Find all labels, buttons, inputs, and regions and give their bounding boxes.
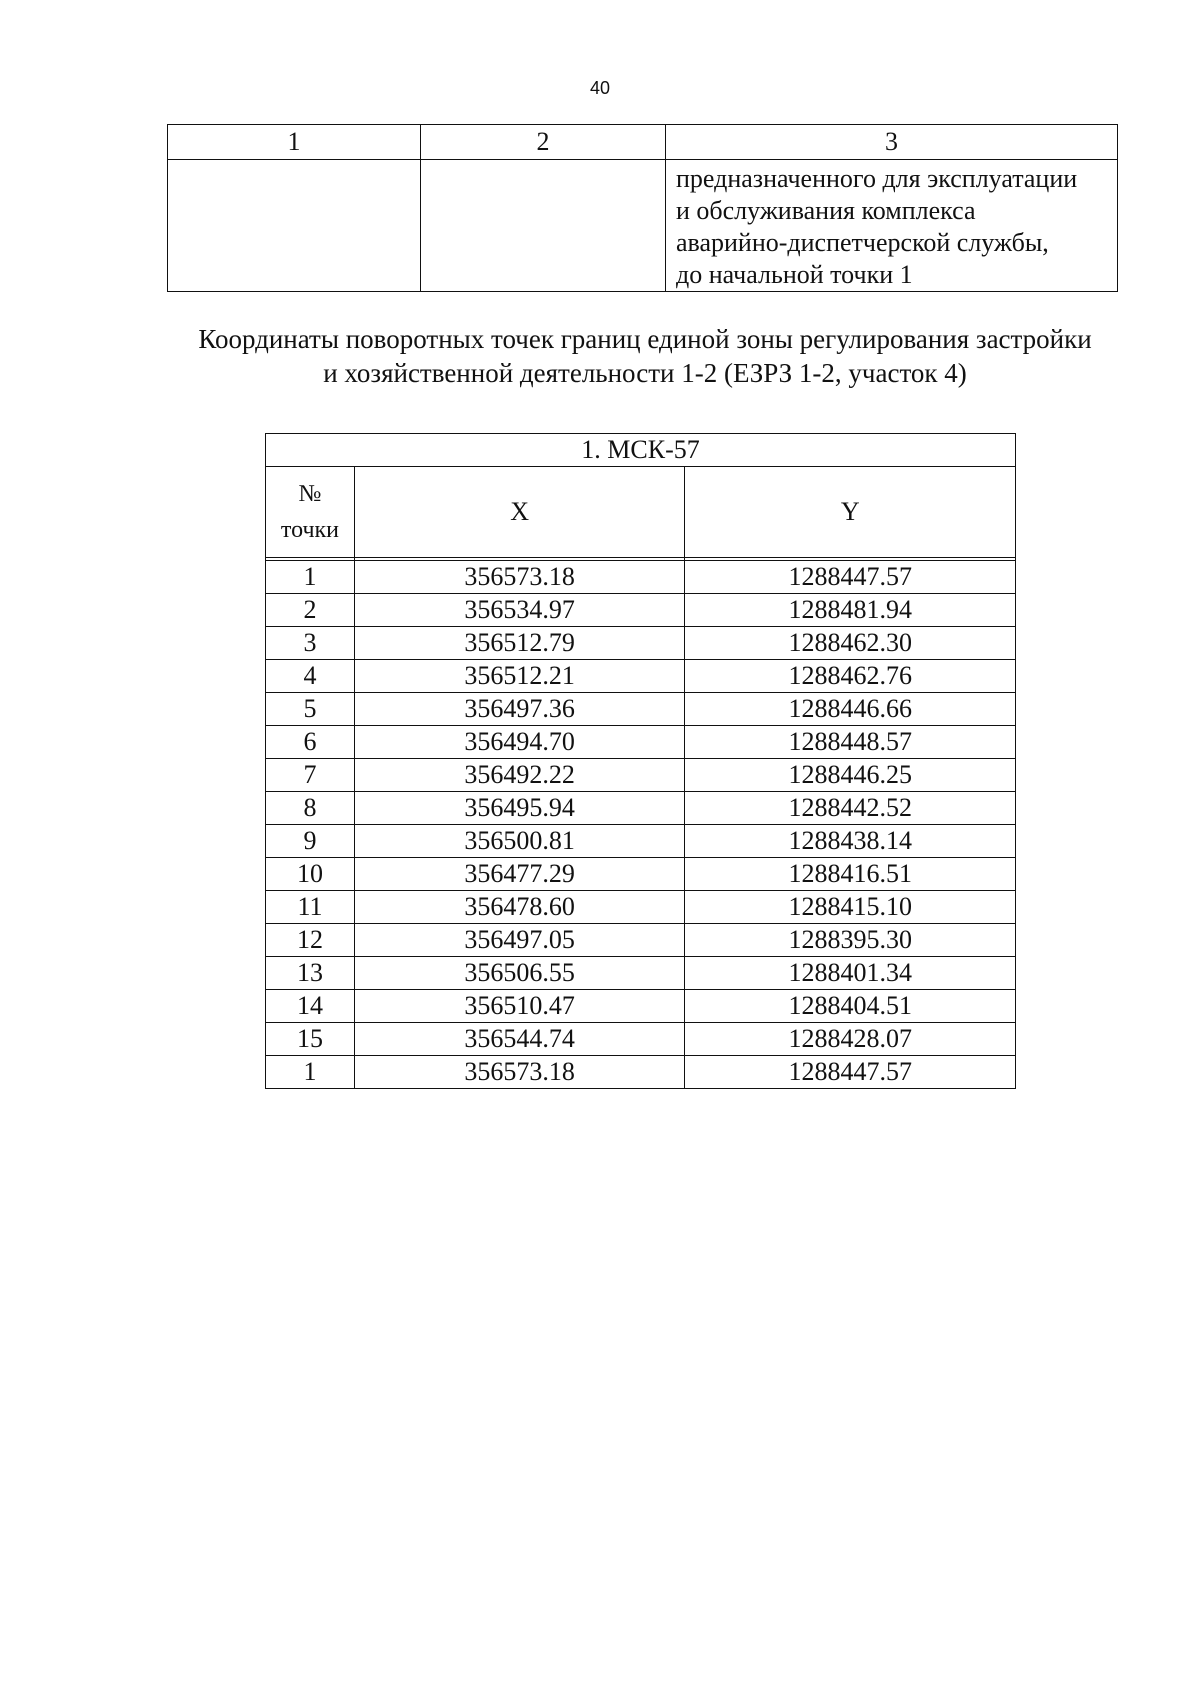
- description-line: аварийно-диспетчерской службы,: [676, 228, 1049, 257]
- continuation-table: [167, 124, 1118, 292]
- table-row: [266, 759, 1016, 792]
- point-number: 8: [266, 792, 355, 825]
- x-value: 356477.29: [354, 858, 685, 891]
- table-row: [266, 1056, 1016, 1089]
- column-2-header: 2: [421, 125, 666, 160]
- x-value: 356512.79: [354, 627, 685, 660]
- description-line: предназначенного для эксплуатации: [676, 164, 1078, 193]
- y-value: 1288447.57: [685, 1056, 1016, 1089]
- table-row: [266, 924, 1016, 957]
- y-value: 1288448.57: [685, 726, 1016, 759]
- point-number: 10: [266, 858, 355, 891]
- empty-cell-1: [168, 160, 421, 292]
- column-1-header: 1: [168, 125, 421, 160]
- x-value: 356492.22: [354, 759, 685, 792]
- x-value: 356494.70: [354, 726, 685, 759]
- table-row: [266, 660, 1016, 693]
- point-number: 11: [266, 891, 355, 924]
- point-number: 1: [266, 1056, 355, 1089]
- x-value: 356495.94: [354, 792, 685, 825]
- page-number: 40: [589, 78, 611, 98]
- y-value: 1288415.10: [685, 891, 1016, 924]
- x-value: 356573.18: [354, 561, 685, 594]
- point-word: точки: [280, 517, 340, 543]
- y-value: 1288462.76: [685, 660, 1016, 693]
- y-value: 1288446.66: [685, 693, 1016, 726]
- table-row: [266, 858, 1016, 891]
- y-value: 1288446.25: [685, 759, 1016, 792]
- empty-cell-2: [421, 160, 666, 292]
- y-value: 1288462.30: [685, 627, 1016, 660]
- table-row: [266, 990, 1016, 1023]
- point-number: 7: [266, 759, 355, 792]
- y-value: 1288447.57: [685, 561, 1016, 594]
- table-row: [266, 891, 1016, 924]
- y-value: 1288442.52: [685, 792, 1016, 825]
- point-number: 5: [266, 693, 355, 726]
- y-value: 1288404.51: [685, 990, 1016, 1023]
- x-value: 356497.36: [354, 693, 685, 726]
- y-value: 1288428.07: [685, 1023, 1016, 1056]
- section-title-line-2: и хозяйственной деятельности 1-2 (ЕЗРЗ 1-2, участок 4): [323, 358, 967, 388]
- y-value: 1288401.34: [685, 957, 1016, 990]
- y-header: Y: [685, 467, 1016, 558]
- continuation-body-row: [168, 160, 1118, 292]
- x-value: 356573.18: [354, 1056, 685, 1089]
- y-value: 1288438.14: [685, 825, 1016, 858]
- table-row: [266, 957, 1016, 990]
- y-value: 1288416.51: [685, 858, 1016, 891]
- x-value: 356500.81: [354, 825, 685, 858]
- table-row: [266, 594, 1016, 627]
- table-row: [266, 561, 1016, 594]
- point-number: 2: [266, 594, 355, 627]
- column-3-header: 3: [666, 125, 1118, 160]
- table-row: [266, 1023, 1016, 1056]
- x-value: 356512.21: [354, 660, 685, 693]
- section-title: [0, 322, 1200, 390]
- section-title-line-1: Координаты поворотных точек границ единой зоны регулирования застройки: [198, 324, 1092, 354]
- y-value: 1288395.30: [685, 924, 1016, 957]
- point-number: 6: [266, 726, 355, 759]
- x-value: 356506.55: [354, 957, 685, 990]
- table-row: [266, 726, 1016, 759]
- continuation-header-row: [168, 125, 1118, 160]
- x-value: 356534.97: [354, 594, 685, 627]
- description-line: до начальной точки 1: [676, 260, 913, 289]
- coordinates-body: [266, 561, 1016, 1089]
- boundary-description: [666, 160, 1118, 292]
- y-value: 1288481.94: [685, 594, 1016, 627]
- coordinates-table: [265, 433, 1016, 1089]
- x-value: 356510.47: [354, 990, 685, 1023]
- point-number-header: [266, 467, 355, 558]
- x-value: 356544.74: [354, 1023, 685, 1056]
- coordinate-system-name: 1. МСК-57: [266, 434, 1016, 467]
- point-number: 14: [266, 990, 355, 1023]
- point-number: 3: [266, 627, 355, 660]
- point-number: 15: [266, 1023, 355, 1056]
- column-header-row: [266, 467, 1016, 558]
- description-line: и обслуживания комплекса: [676, 196, 976, 225]
- x-value: 356478.60: [354, 891, 685, 924]
- point-number: 13: [266, 957, 355, 990]
- table-row: [266, 825, 1016, 858]
- coordinate-system-row: [266, 434, 1016, 467]
- point-number: 1: [266, 561, 355, 594]
- table-row: [266, 792, 1016, 825]
- table-row: [266, 627, 1016, 660]
- x-value: 356497.05: [354, 924, 685, 957]
- number-sign: №: [298, 481, 322, 507]
- point-number: 12: [266, 924, 355, 957]
- point-number: 4: [266, 660, 355, 693]
- point-number: 9: [266, 825, 355, 858]
- table-row: [266, 693, 1016, 726]
- x-header: X: [354, 467, 685, 558]
